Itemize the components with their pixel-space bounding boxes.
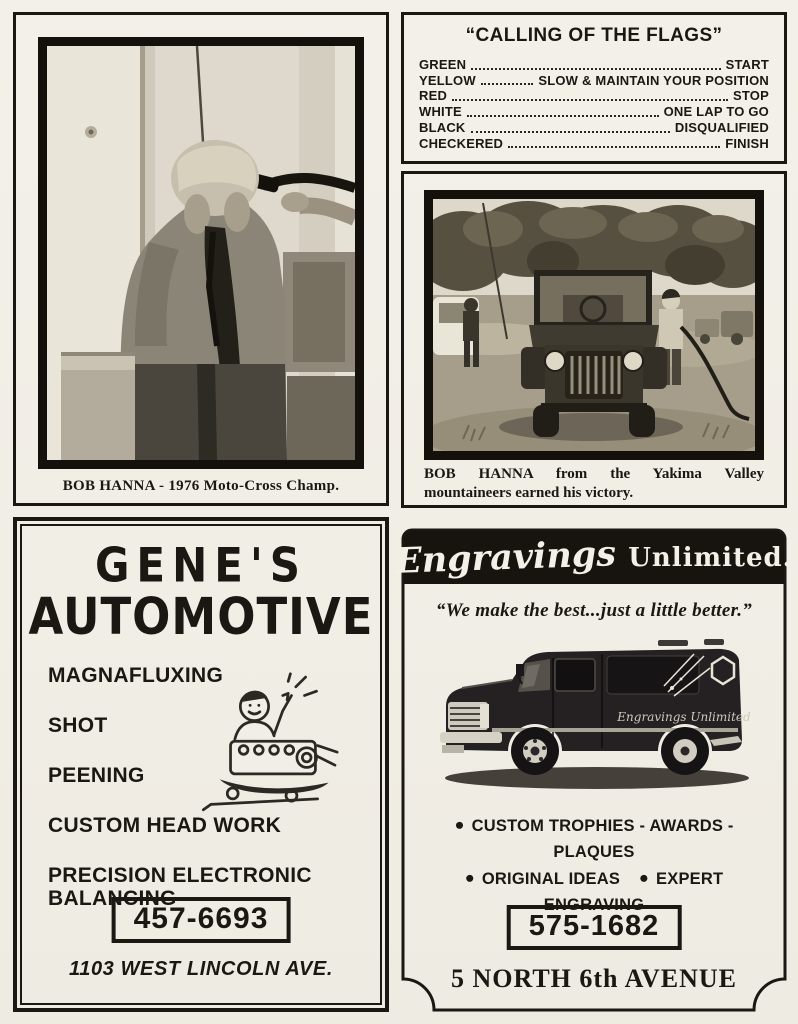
jeep-photo bbox=[433, 199, 755, 451]
service-item: PEENING bbox=[48, 764, 145, 788]
mechanic-cartoon bbox=[187, 672, 372, 817]
flag-name: CHECKERED bbox=[419, 135, 504, 151]
genes-title bbox=[22, 537, 380, 647]
flag-name: RED bbox=[419, 88, 448, 104]
dotted-leader bbox=[481, 83, 534, 85]
flags-title: “CALLING OF THE FLAGS” bbox=[465, 25, 723, 46]
genes-title-line2: AUTOMOTIVE bbox=[28, 587, 374, 647]
bullet-icon: ● bbox=[454, 816, 465, 834]
dotted-leader bbox=[467, 115, 659, 117]
flag-name: BLACK bbox=[419, 119, 466, 135]
service-item: MAGNAFLUXING bbox=[48, 663, 224, 687]
jeep-caption-line2: mountaineers earned his victory. bbox=[424, 485, 634, 501]
bullet-text: ORIGINAL IDEAS bbox=[481, 869, 621, 888]
dotted-leader bbox=[452, 99, 728, 101]
flag-name: YELLOW bbox=[419, 72, 476, 88]
service-item: SHOT bbox=[48, 714, 108, 738]
bullet-text: CUSTOM TROPHIES - AWARDS - PLAQUES bbox=[471, 817, 734, 862]
engravings-tagline: “We make the best...just a little better.” bbox=[435, 600, 753, 621]
motocross-photo bbox=[47, 46, 355, 460]
flag-row bbox=[419, 57, 769, 73]
flag-row bbox=[419, 73, 769, 89]
flag-meaning: START bbox=[725, 57, 769, 72]
service-item: PRECISION ELECTRONIC BALANCING bbox=[48, 864, 312, 911]
genes-address: 1103 WEST LINCOLN AVE. bbox=[69, 958, 333, 980]
jeep-photo-frame bbox=[424, 190, 764, 460]
flag-meaning: FINISH bbox=[725, 135, 769, 151]
flag-meaning: STOP bbox=[733, 88, 769, 104]
bullet-text: EXPERT ENGRAVING bbox=[543, 869, 724, 915]
service-item: CUSTOM HEAD WORK bbox=[48, 814, 282, 838]
flag-meaning: SLOW & MAINTAIN YOUR POSITION bbox=[538, 72, 769, 88]
genes-title-line1: GENE'S bbox=[94, 537, 308, 593]
jeep-photo-panel bbox=[401, 171, 787, 508]
motocross-photo-panel bbox=[13, 12, 389, 506]
jeep-caption-line1: BOB HANNA from the Yakima Valley bbox=[424, 466, 764, 482]
flag-meaning: DISQUALIFIED bbox=[674, 119, 769, 135]
brand-script-word: Engravings bbox=[394, 533, 617, 582]
dotted-leader bbox=[471, 68, 720, 70]
van-side-script: Engravings Unlimited bbox=[617, 710, 751, 724]
flags-panel bbox=[401, 12, 787, 164]
dotted-leader bbox=[508, 146, 720, 148]
dotted-leader bbox=[471, 131, 670, 133]
genes-inner-border bbox=[20, 524, 382, 1005]
bullet-row bbox=[418, 813, 770, 866]
flag-row bbox=[419, 136, 769, 152]
flag-name: GREEN bbox=[419, 57, 467, 72]
engravings-phone: 575-1682 bbox=[507, 905, 682, 950]
bullet-icon: ● bbox=[638, 868, 650, 887]
motocross-photo-frame bbox=[38, 37, 364, 469]
flag-row bbox=[419, 104, 769, 120]
jeep-caption bbox=[424, 465, 764, 503]
engravings-bullets bbox=[418, 813, 770, 919]
engravings-address: 5 NORTH 6th AVENUE bbox=[450, 964, 738, 993]
motocross-caption: BOB HANNA - 1976 Moto-Cross Champ. bbox=[62, 478, 340, 494]
van-illustration bbox=[422, 628, 766, 800]
flag-row bbox=[419, 120, 769, 136]
genes-phone: 457-6693 bbox=[112, 897, 291, 943]
brand-bold-word: Unlimited. bbox=[628, 542, 793, 573]
engravings-banner bbox=[394, 531, 793, 584]
engravings-unlimited-ad bbox=[394, 528, 793, 1012]
bullet-icon: ● bbox=[464, 868, 475, 887]
flag-meaning: ONE LAP TO GO bbox=[663, 104, 769, 120]
flag-row bbox=[419, 88, 769, 104]
van-photo-wrap bbox=[422, 628, 766, 805]
flag-name: WHITE bbox=[419, 104, 462, 120]
genes-automotive-ad bbox=[13, 517, 389, 1012]
